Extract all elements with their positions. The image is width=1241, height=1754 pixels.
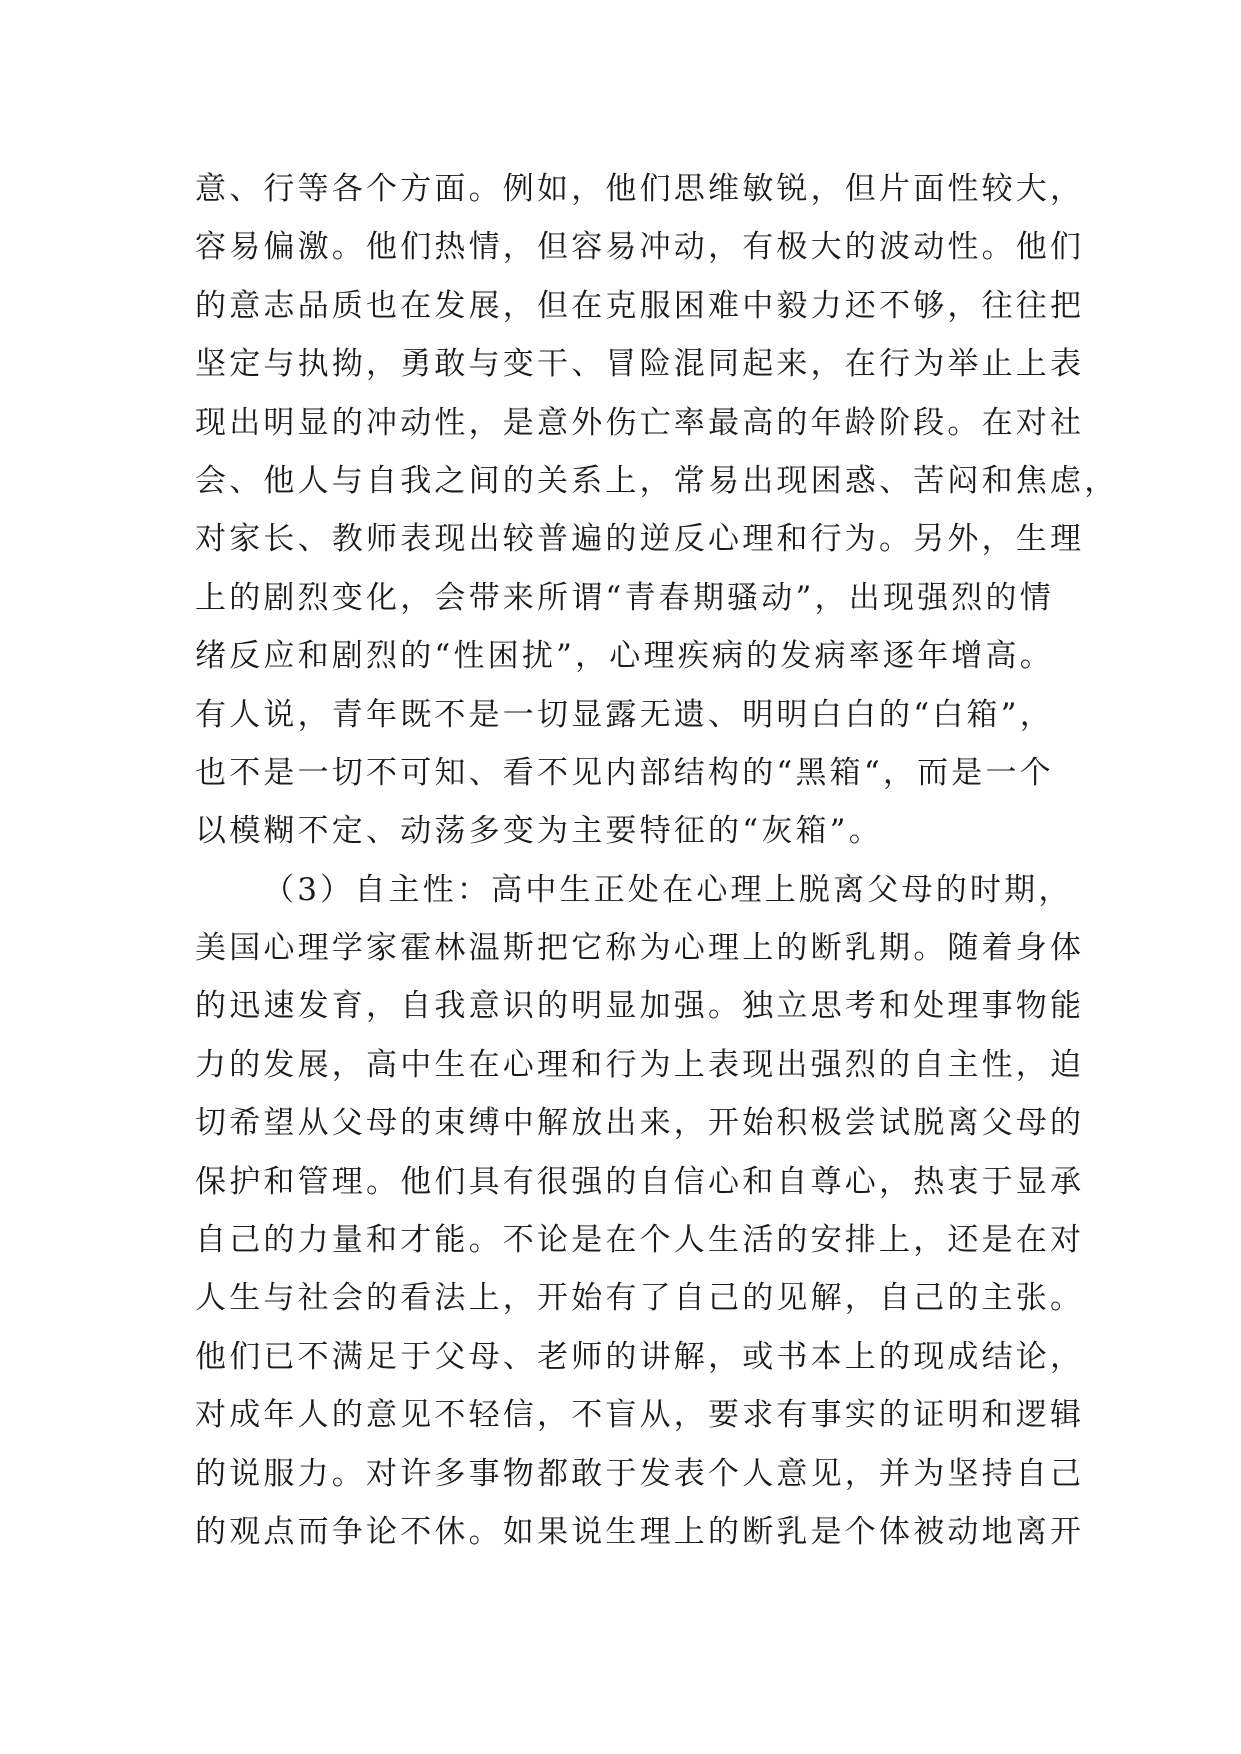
text-line: 人生与社会的看法上，开始有了自己的见解，自己的主张。 [195, 1280, 1085, 1317]
text-line: 保护和管理。他们具有很强的自信心和自尊心，热衷于显承 [195, 1163, 1085, 1200]
text-line: 力的发展，高中生在心理和行为上表现出强烈的自主性，迫 [195, 1046, 1085, 1083]
text-line: 对成年人的意见不轻信，不盲从，要求有事实的证明和逻辑 [195, 1397, 1085, 1434]
text-line: 以模糊不定、动荡多变为主要特征的“灰箱”。 [195, 813, 883, 850]
text-line: 现出明显的冲动性，是意外伤亡率最高的年龄阶段。在对社 [195, 404, 1085, 441]
text-line-indented: （3）自主性：高中生正处在心理上脱离父母的时期， [263, 871, 1073, 908]
text-line: 坚定与执拗，勇敢与变干、冒险混同起来，在行为举止上表 [195, 346, 1085, 383]
text-line: 的迅速发育，自我意识的明显加强。独立思考和处理事物能 [195, 988, 1085, 1025]
text-line: 的说服力。对许多事物都敢于发表个人意见，并为坚持自己 [195, 1455, 1085, 1492]
text-line: 意、行等各个方面。例如，他们思维敏锐，但片面性较大， [195, 171, 1085, 207]
text-line: 上的剧烈变化，会带来所谓“青春期骚动”，出现强烈的情 [195, 579, 1054, 616]
text-line: 容易偏激。他们热情，但容易冲动，有极大的波动性。他们 [195, 229, 1085, 266]
text-line: 绪反应和剧烈的“性困扰”，心理疾病的发病率逐年增高。 [195, 638, 1054, 675]
text-line: 切希望从父母的束缚中解放出来，开始积极尝试脱离父母的 [195, 1105, 1085, 1142]
text-line: 他们已不满足于父母、老师的讲解，或书本上的现成结论， [195, 1338, 1085, 1375]
text-line: 也不是一切不可知、看不见内部结构的“黑箱“，而是一个 [195, 754, 1054, 791]
body-text [195, 160, 1119, 1561]
text-line: 会、他人与自我之间的关系上，常易出现困惑、苦闷和焦虑， [195, 462, 1119, 499]
text-line: 有人说，青年既不是一切显露无遗、明明白白的“白箱”， [195, 696, 1054, 733]
text-line: 自己的力量和才能。不论是在个人生活的安排上，还是在对 [195, 1222, 1085, 1259]
paragraph-2 [195, 861, 1085, 1562]
text-line: 的意志品质也在发展，但在克服困难中毅力还不够，往往把 [195, 287, 1085, 324]
text-line: 对家长、教师表现出较普遍的逆反心理和行为。另外，生理 [195, 521, 1085, 558]
paragraph-1 [195, 160, 1119, 861]
text-line: 美国心理学家霍林温斯把它称为心理上的断乳期。随着身体 [195, 930, 1085, 967]
text-line: 的观点而争论不休。如果说生理上的断乳是个体被动地离开 [195, 1513, 1085, 1550]
